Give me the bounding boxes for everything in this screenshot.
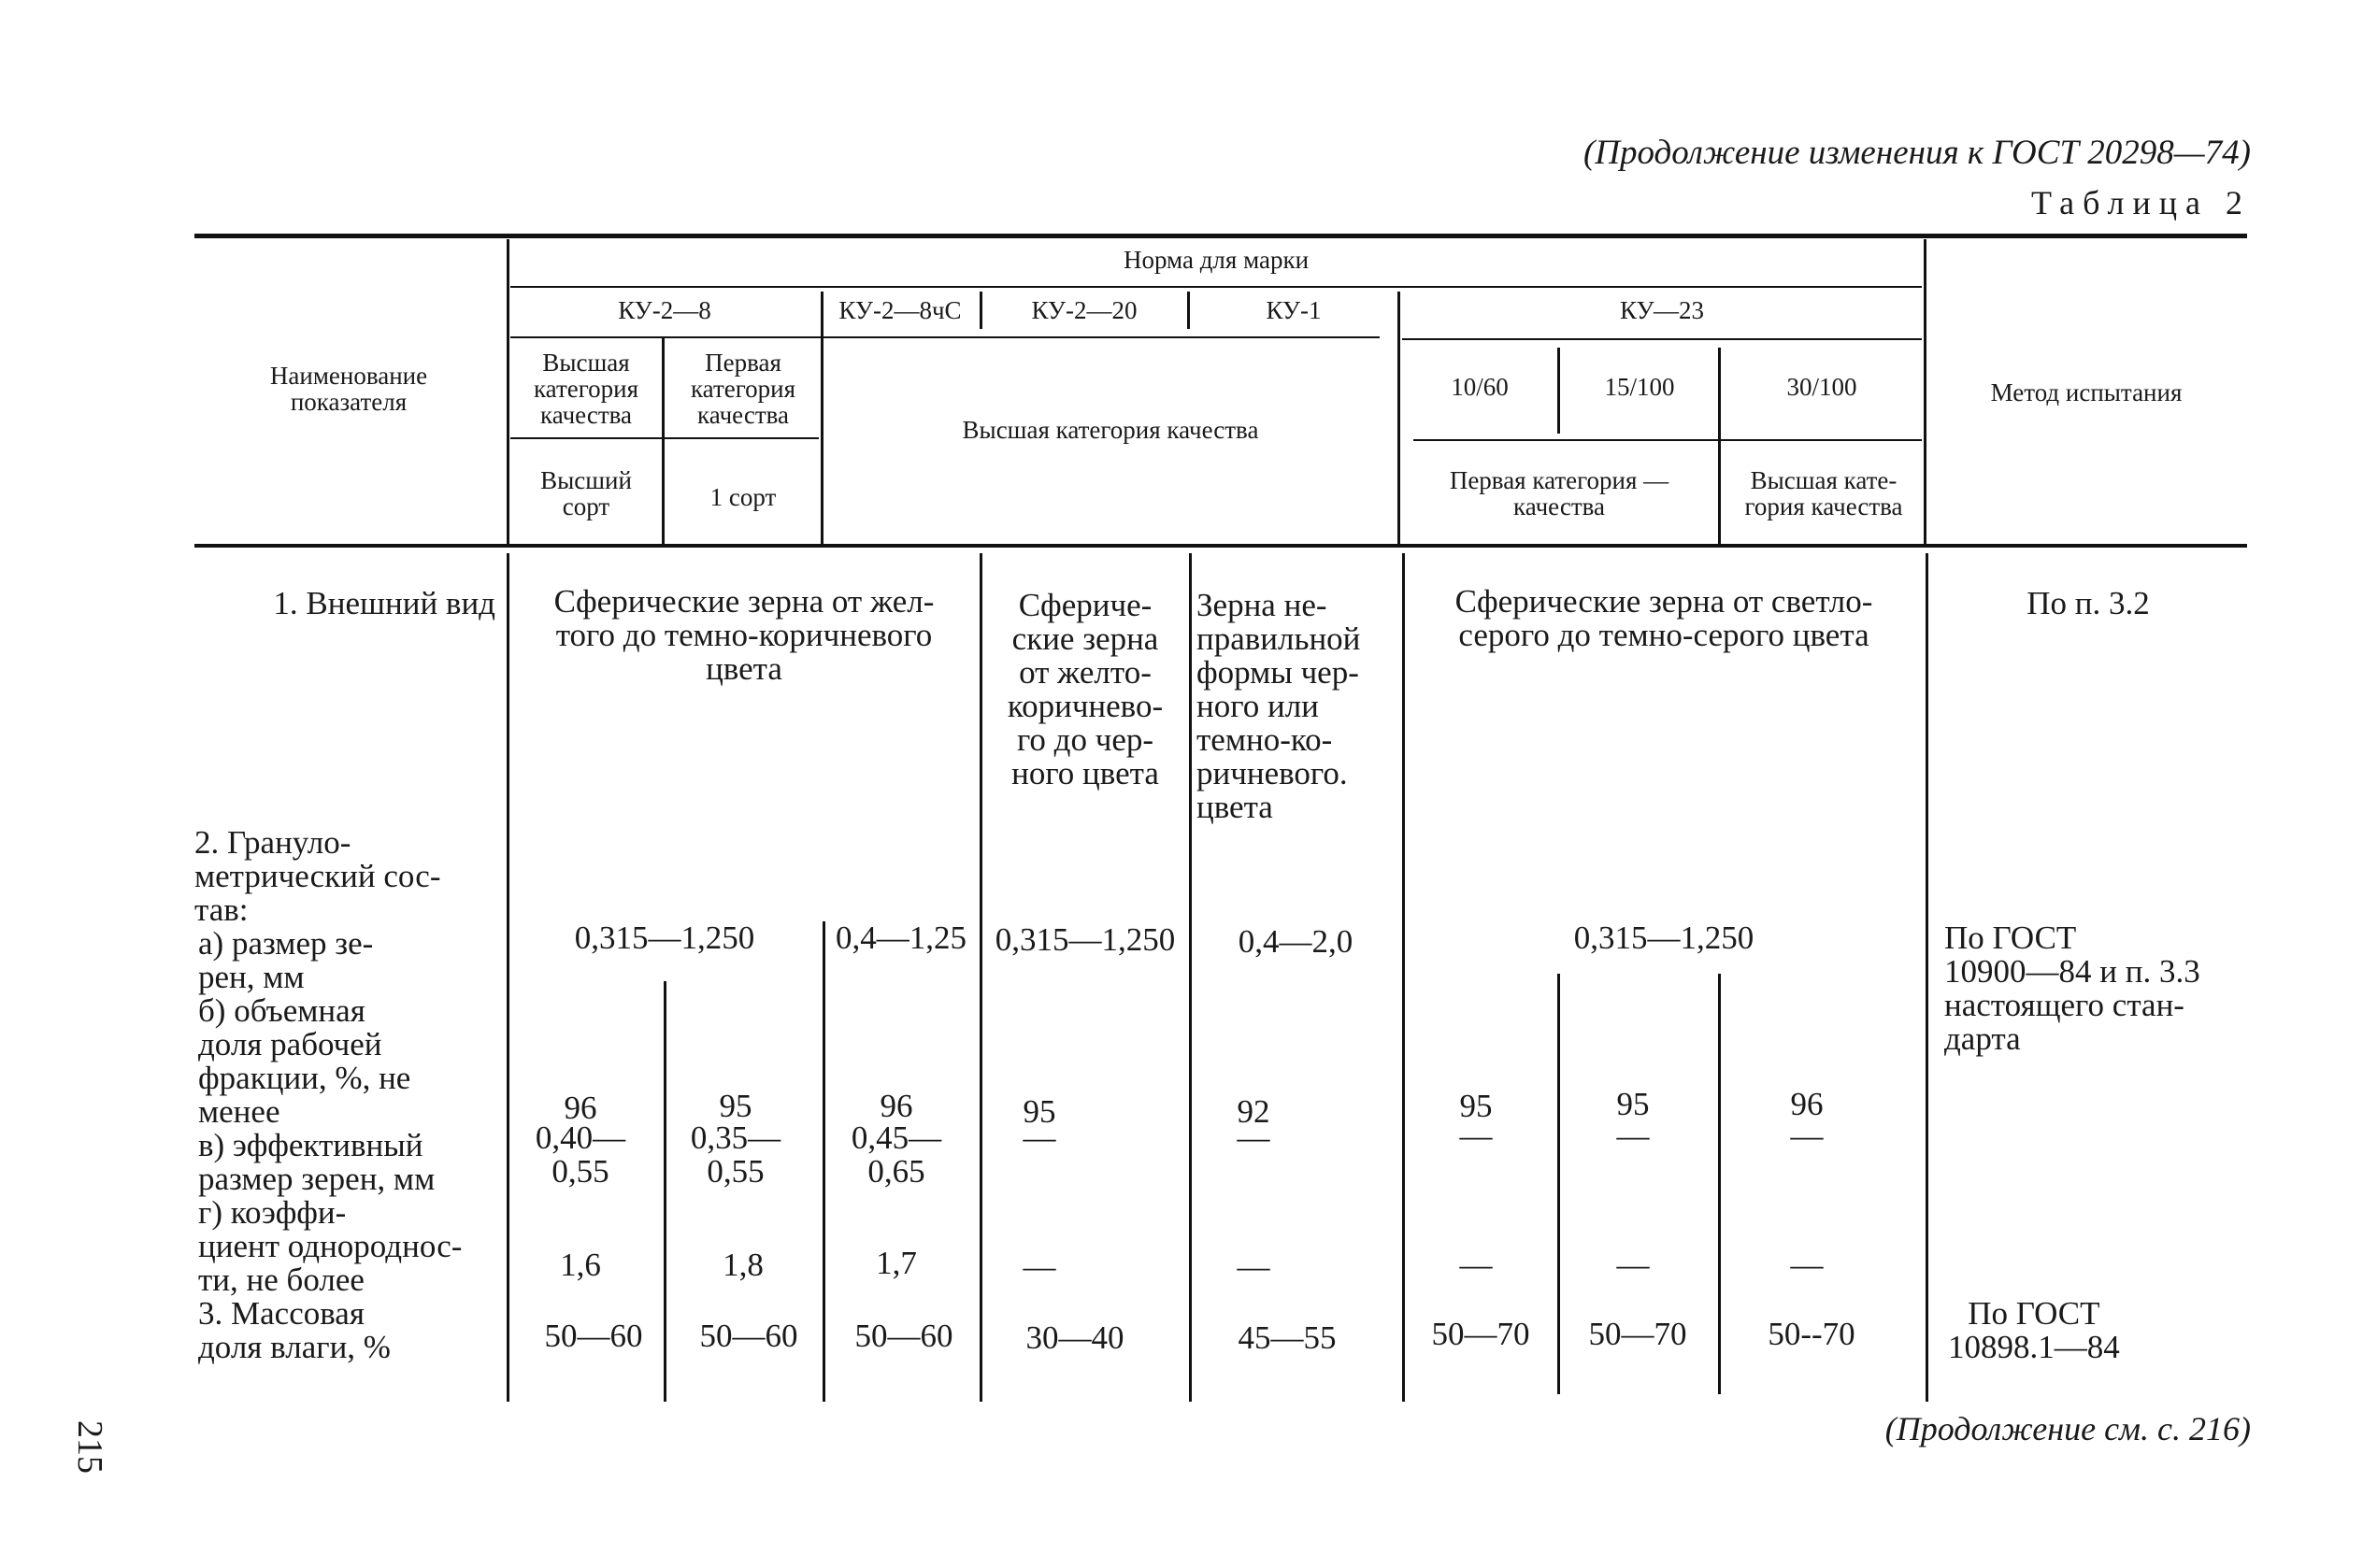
- d-value-6: —: [1459, 1247, 1493, 1283]
- grade-ku-2-8chs: КУ-2—8чС: [838, 296, 962, 324]
- b-value-7: 95: [1616, 1086, 1650, 1122]
- vline-header-4: [980, 292, 982, 329]
- c-value-6: —: [1459, 1118, 1493, 1154]
- row-appearance-label: 1. Внешний вид: [273, 585, 495, 621]
- c-value-1: 0,40— 0,55: [535, 1119, 626, 1190]
- b-value-3: 96: [880, 1088, 913, 1124]
- row-granulometric-d-label: г) коэффи- циент однороднос- ти, не более: [198, 1194, 463, 1298]
- table-label: Таблица 2: [2031, 184, 2251, 221]
- row-granulometric-label: 2. Грануло- метрический сос- тав:: [194, 824, 441, 928]
- row-granulometric-b-label: б) объемная доля рабочей фракции, %, не менее: [198, 992, 411, 1130]
- a-value-ku28chs: 0,4—1,25: [836, 919, 967, 956]
- c-value-8: —: [1790, 1118, 1824, 1154]
- moisture-value-7: 50—70: [1588, 1316, 1687, 1352]
- d-value-5: —: [1237, 1248, 1270, 1285]
- ku28-first-grade: 1 сорт: [709, 483, 777, 511]
- c-value-4: —: [1023, 1119, 1056, 1156]
- rule-ku23-mid: [1413, 439, 1922, 441]
- c-value-2: 0,35— 0,55: [690, 1119, 781, 1190]
- moisture-value-2: 50—60: [699, 1318, 798, 1354]
- rule-under-grades-right: [1402, 338, 1922, 340]
- a-value-ku28: 0,315—1,250: [574, 919, 755, 956]
- footer-continuation: (Продолжение см. с. 216): [1884, 1410, 2251, 1447]
- row-appearance-ku220: Сфериче- ские зерна от желто- коричнево- го до чер- ного цвета: [1007, 587, 1164, 791]
- ku23-size-15-100: 15/100: [1604, 373, 1675, 401]
- rule-under-grades-left: [510, 336, 1380, 338]
- moisture-value-4: 30—40: [1025, 1319, 1124, 1356]
- b-value-4: 95: [1023, 1093, 1056, 1130]
- d-value-8: —: [1790, 1247, 1824, 1283]
- row-moisture-method: По ГОСТ 10898.1—84: [1948, 1295, 2120, 1365]
- ku28-first-category: Первая категория качества: [690, 349, 796, 429]
- grade-ku-2-20: КУ-2—20: [1031, 296, 1138, 324]
- vline-body-2: [664, 981, 666, 1402]
- rule-ku28-mid: [510, 437, 819, 439]
- vline-body-5: [1189, 553, 1192, 1402]
- header-method: Метод испытания: [1990, 378, 2183, 406]
- a-value-ku1: 0,4—2,0: [1238, 923, 1353, 960]
- moisture-value-8: 50--70: [1768, 1316, 1855, 1352]
- a-value-ku23: 0,315—1,250: [1573, 919, 1754, 956]
- vline-body-9: [1926, 553, 1928, 1402]
- grade-ku-2-8: КУ-2—8: [618, 296, 711, 324]
- vline-header-7: [1557, 348, 1560, 434]
- ku23-size-30-100: 30/100: [1786, 373, 1857, 401]
- b-value-5: 92: [1237, 1093, 1270, 1130]
- vline-body-6: [1402, 553, 1405, 1402]
- header-bottom-rule: [194, 544, 2247, 548]
- moisture-value-3: 50—60: [854, 1318, 953, 1354]
- b-value-8: 96: [1790, 1086, 1824, 1122]
- vline-header-5: [1187, 292, 1190, 329]
- row-granulometric-method: По ГОСТ 10900—84 и п. 3.3 настоящего стан- дарта: [1944, 919, 2200, 1057]
- row-appearance-ku1: Зерна не- правильной формы чер- ного или темно-ко- ричневого. цвета: [1196, 587, 1361, 825]
- continuation-header: (Продолжение изменения к ГОСТ 20298—74): [1582, 134, 2251, 172]
- ku28-highest-grade: Высший сорт: [540, 466, 632, 520]
- vline-header-3: [821, 292, 823, 544]
- ku23-size-10-60: 10/60: [1451, 373, 1509, 401]
- d-value-2: 1,8: [723, 1247, 764, 1283]
- row-granulometric-a-label: а) размер зе- рен, мм: [198, 925, 374, 995]
- vline-body-1: [507, 553, 509, 1402]
- row-appearance-method: По п. 3.2: [2026, 585, 2150, 621]
- vline-body-7: [1557, 974, 1560, 1394]
- header-indicator: Наименование показателя: [269, 362, 428, 416]
- b-value-6: 95: [1459, 1088, 1493, 1124]
- row-granulometric-c-label: в) эффективный размер зерен, мм: [198, 1127, 436, 1197]
- c-value-3: 0,45— 0,65: [851, 1119, 942, 1190]
- vline-body-8: [1718, 974, 1721, 1394]
- moisture-value-1: 50—60: [544, 1318, 643, 1354]
- moisture-value-5: 45—55: [1238, 1319, 1337, 1356]
- vline-body-3: [823, 921, 825, 1402]
- rule-under-norm: [510, 286, 1922, 288]
- vline-header-2: [662, 338, 665, 544]
- b-value-2: 95: [719, 1088, 752, 1124]
- d-value-4: —: [1023, 1248, 1056, 1285]
- grade-ku-1: КУ-1: [1266, 296, 1322, 324]
- d-value-7: —: [1616, 1247, 1650, 1283]
- highest-category-label: Высшая категория качества: [962, 416, 1259, 444]
- row-moisture-label: 3. Массовая доля влаги, %: [198, 1295, 391, 1365]
- a-value-ku220: 0,315—1,250: [995, 921, 1176, 958]
- vline-header-1: [507, 239, 509, 544]
- grade-ku-23: КУ—23: [1620, 296, 1704, 324]
- table-top-rule: [194, 234, 2247, 238]
- ku23-first-category: Первая категория — качества: [1449, 466, 1669, 520]
- header-norm-for-grade: Норма для марки: [1123, 246, 1310, 274]
- ku23-highest-category: Высшая кате- гория качества: [1744, 466, 1903, 520]
- c-value-7: —: [1616, 1118, 1650, 1154]
- vline-body-4: [980, 553, 982, 1402]
- vline-header-6: [1397, 292, 1400, 544]
- row-appearance-ku28: Сферические зерна от жел- того до темно-коричневого цвета: [553, 583, 935, 687]
- d-value-1: 1,6: [560, 1247, 601, 1283]
- d-value-3: 1,7: [876, 1245, 917, 1281]
- page-number: 215: [70, 1420, 109, 1474]
- moisture-value-6: 50—70: [1431, 1316, 1530, 1352]
- vline-header-8: [1718, 348, 1721, 544]
- c-value-5: —: [1237, 1119, 1270, 1156]
- row-appearance-ku23: Сферические зерна от светло- серого до темно-серого цвета: [1454, 583, 1873, 653]
- b-value-1: 96: [564, 1090, 597, 1126]
- ku28-highest-category: Высшая категория качества: [533, 349, 639, 429]
